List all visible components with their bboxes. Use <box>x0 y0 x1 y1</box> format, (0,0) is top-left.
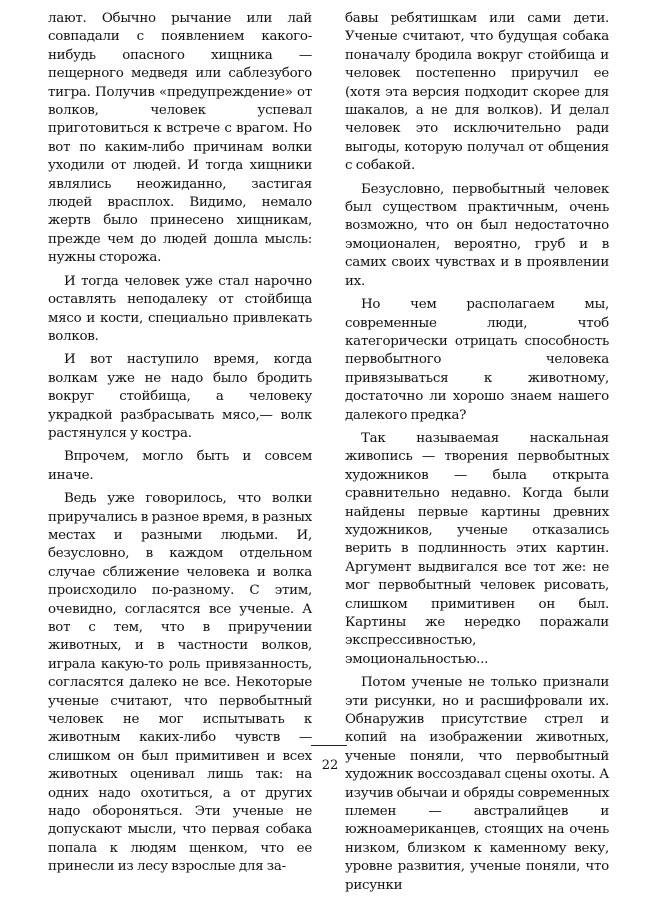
paragraph: бавы ребятишкам или сами дети. Ученые считают, что будущая собака поначалу бродила вокруг стойбища и человек постепенно приручил ее (хотя эта версия подходит скорее для шакалов, а не для волков). И делал человек это исключительно ради выгоды, которую получал от общения с собакой. <box>345 11 609 174</box>
paragraph: Так называемая наскальная живопись — творения первобытных художников — была открыта сравнительно недавно. Когда были найдены первые картины древних художников, ученые отказались верить в подлинность этих картин. Аргумент выдвигался все тот же: не мог первобытный человек рисовать, слишком примитивен он был. Картины же нередко поражали экспрессивностью, эмоциональностью... <box>345 430 609 667</box>
paragraph: И вот наступило время, когда волкам уже не надо было бродить вокруг стойбища, а человеку украдкой разбрасывать мясо,— волк растянулся у костра. <box>48 352 312 441</box>
paragraph: И тогда человек уже стал нарочно оставлять неподалеку от стойбища мясо и кости, специально привлекать волков. <box>48 273 312 344</box>
paragraph: Но чем располагаем мы, современные люди, чтоб категорически отрицать способность первобытного человека привязываться к животному, достаточно ли хорошо знаем нашего далекого предка? <box>345 297 609 423</box>
paragraph: Впрочем, могло быть и совсем иначе. <box>48 449 312 483</box>
left-text-column <box>48 10 312 882</box>
page-number: 22 <box>321 758 339 773</box>
paragraph: лают. Обычно рычание или лай совпадали с появлением какого-нибудь опасного хищника — пещерного медведя или саблезубого тигра. Получив «предупреждение» от волков, человек успевал приготовиться к встрече с врагом. Но вот по каким-либо причинам волки уходили от людей. И тогда хищники являлись неожиданно, застигая людей врасплох. Видимо, немало жертв было принесено хищникам, прежде чем до людей дошла мысль: нужны сторожа. <box>48 11 312 266</box>
paragraph: Безусловно, первобытный человек был существом практичным, очень возможно, что он был недостаточно эмоционален, вероятно, груб и в самих своих чувствах и в проявлении их. <box>345 181 609 289</box>
right-text-column <box>345 10 609 900</box>
page-number-rule <box>311 745 347 746</box>
paragraph: Потом ученые не только признали эти рисунки, но и расшифровали их. Обнаружив присутствие стрел и копий на изображении животных, ученые поняли, что первобытный художник воссоздавал сцены охоты. А изучив обычаи и обряды современных племен — австралийцев и южноамериканцев, стоящих на очень низком, близком к каменному веку, уровне развития, ученые поняли, что рисунки <box>345 675 609 893</box>
paragraph: Ведь уже говорилось, что волки приручались в разное время, в разных местах и разными людьми. И, безусловно, в каждом отдельном случае сближение человека и волка происходило по-разному. С этим, очевидно, согласятся все ученые. А вот с тем, что в приручении животных, и в частности волков, играла какую-то роль привязанность, согласятся далеко не все. Некоторые ученые считают, что первобытный человек не мог испытывать к животным каких-либо чувств — слишком он был примитивен и всех животных оценивал лишь так: на одних надо охотиться, а от других надо обороняться. Эти ученые не допускают мысли, что первая собака попала к людям щенком, что ее принесли из лесу взрослые для за- <box>48 491 312 875</box>
